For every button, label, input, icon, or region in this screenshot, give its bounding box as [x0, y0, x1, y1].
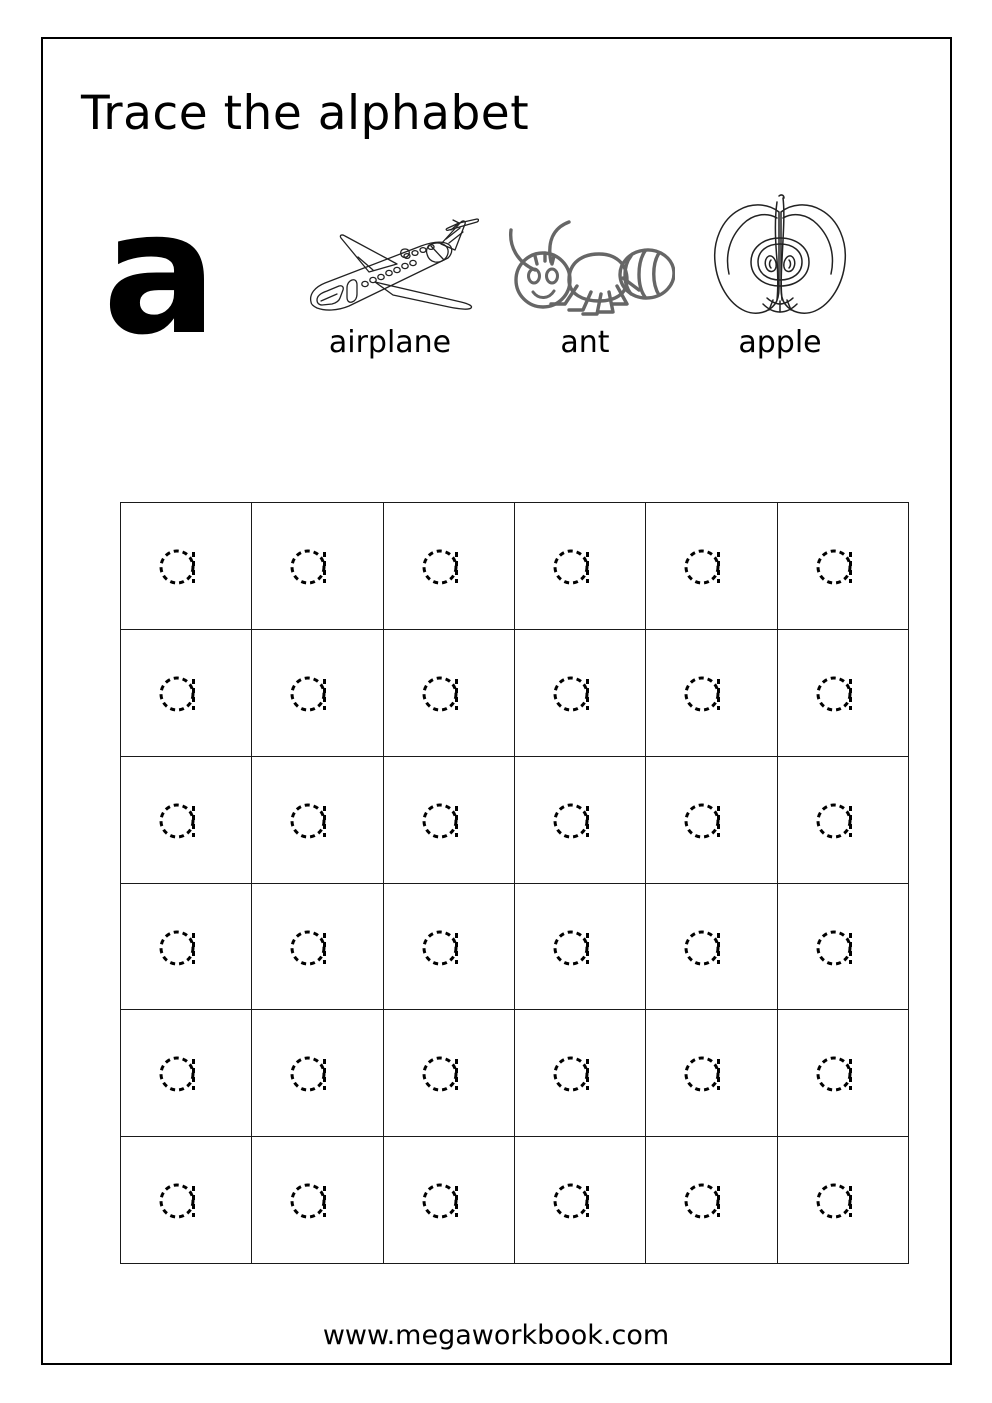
dashed-letter-a [814, 1177, 866, 1225]
trace-cell[interactable] [384, 630, 515, 757]
trace-cell[interactable] [384, 884, 515, 1011]
trace-cell[interactable] [778, 1137, 909, 1264]
dashed-letter-a [157, 924, 209, 972]
trace-cell[interactable] [515, 1010, 646, 1137]
trace-cell[interactable] [252, 1010, 383, 1137]
picture-item-ant [495, 200, 675, 360]
picture-item-airplane [300, 200, 480, 360]
dashed-letter-a [551, 924, 603, 972]
trace-cell[interactable] [252, 757, 383, 884]
trace-cell[interactable] [384, 1137, 515, 1264]
trace-cell[interactable] [252, 503, 383, 630]
dashed-letter-a [682, 797, 734, 845]
ant-icon [495, 200, 675, 320]
site-footer: www.megaworkbook.com [322, 1320, 670, 1351]
featured-letter [85, 175, 235, 373]
trace-cell[interactable] [121, 630, 252, 757]
trace-cell[interactable] [515, 757, 646, 884]
trace-cell[interactable] [646, 757, 777, 884]
picture-item-apple [690, 200, 870, 360]
featured-letter-glyph: a [102, 175, 218, 373]
dashed-letter-a [420, 1050, 472, 1098]
dashed-letter-a [288, 1177, 340, 1225]
trace-cell[interactable] [778, 1010, 909, 1137]
trace-cell[interactable] [515, 1137, 646, 1264]
picture-label-apple: apple [738, 325, 822, 360]
dashed-letter-a [420, 1177, 472, 1225]
trace-cell[interactable] [384, 503, 515, 630]
picture-label-ant: ant [560, 325, 610, 360]
dashed-letter-a [157, 1177, 209, 1225]
trace-cell[interactable] [778, 630, 909, 757]
trace-cell[interactable] [252, 1137, 383, 1264]
trace-cell[interactable] [121, 884, 252, 1011]
trace-cell[interactable] [121, 1010, 252, 1137]
dashed-letter-a [157, 1050, 209, 1098]
dashed-letter-a [682, 1050, 734, 1098]
dashed-letter-a [288, 924, 340, 972]
dashed-letter-a [420, 924, 472, 972]
dashed-letter-a [551, 1177, 603, 1225]
trace-cell[interactable] [384, 757, 515, 884]
trace-cell[interactable] [646, 1010, 777, 1137]
trace-cell[interactable] [778, 503, 909, 630]
trace-cell[interactable] [121, 503, 252, 630]
tracing-grid [120, 502, 909, 1264]
dashed-letter-a [288, 543, 340, 591]
dashed-letter-a [682, 1177, 734, 1225]
dashed-letter-a [420, 543, 472, 591]
page-title: Trace the alphabet [81, 86, 530, 141]
dashed-letter-a [157, 670, 209, 718]
dashed-letter-a [157, 797, 209, 845]
trace-cell[interactable] [646, 1137, 777, 1264]
trace-cell[interactable] [515, 503, 646, 630]
dashed-letter-a [288, 1050, 340, 1098]
dashed-letter-a [551, 1050, 603, 1098]
trace-cell[interactable] [121, 1137, 252, 1264]
dashed-letter-a [551, 543, 603, 591]
dashed-letter-a [814, 670, 866, 718]
dashed-letter-a [157, 543, 209, 591]
dashed-letter-a [551, 670, 603, 718]
trace-cell[interactable] [515, 884, 646, 1011]
dashed-letter-a [551, 797, 603, 845]
dashed-letter-a [420, 670, 472, 718]
trace-cell[interactable] [121, 757, 252, 884]
dashed-letter-a [682, 924, 734, 972]
trace-cell[interactable] [778, 757, 909, 884]
dashed-letter-a [814, 1050, 866, 1098]
dashed-letter-a [814, 797, 866, 845]
picture-label-airplane: airplane [328, 325, 452, 360]
airplane-icon [301, 200, 479, 320]
dashed-letter-a [814, 924, 866, 972]
trace-cell[interactable] [252, 884, 383, 1011]
picture-examples-row [300, 185, 870, 360]
dashed-letter-a [682, 670, 734, 718]
dashed-letter-a [682, 543, 734, 591]
trace-cell[interactable] [252, 630, 383, 757]
apple-icon [705, 200, 855, 320]
trace-cell[interactable] [515, 630, 646, 757]
dashed-letter-a [288, 670, 340, 718]
trace-cell[interactable] [646, 884, 777, 1011]
dashed-letter-a [420, 797, 472, 845]
dashed-letter-a [814, 543, 866, 591]
trace-cell[interactable] [646, 503, 777, 630]
trace-cell[interactable] [384, 1010, 515, 1137]
dashed-letter-a [288, 797, 340, 845]
trace-cell[interactable] [646, 630, 777, 757]
trace-cell[interactable] [778, 884, 909, 1011]
